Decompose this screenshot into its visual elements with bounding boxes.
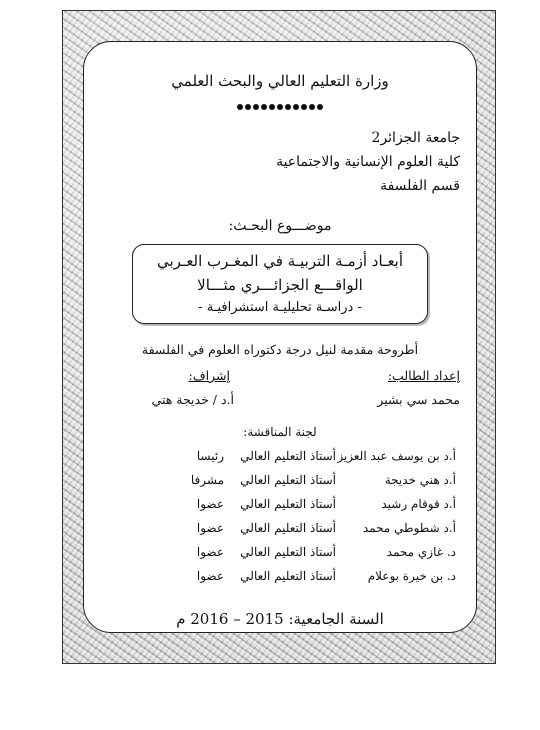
faculty-name: كلية العلوم الإنسانية والاجتماعية <box>276 154 460 170</box>
member-role: عضوا <box>196 545 224 559</box>
member-name: أ.د هني خديجة <box>384 473 456 487</box>
decorative-dots <box>84 102 476 112</box>
supervisor-label: إشراف: <box>188 368 230 383</box>
dot-icon <box>237 104 243 110</box>
member-rank: أستاذ التعليم العالي <box>240 497 336 511</box>
ministry-name: وزارة التعليم العالي والبحث العلمي <box>171 72 389 90</box>
dot-icon <box>277 104 283 110</box>
member-role: عضوا <box>196 569 224 583</box>
member-rank: أستاذ التعليم العالي <box>240 473 336 487</box>
dot-icon <box>317 104 323 110</box>
thesis-title-box <box>132 244 428 324</box>
member-name: د. غازي محمد <box>386 545 456 559</box>
dot-icon <box>293 104 299 110</box>
member-rank: أستاذ التعليم العالي <box>240 449 336 463</box>
dot-icon <box>269 104 275 110</box>
member-name: د. بن خيرة بوعلام <box>367 569 456 583</box>
member-role: عضوا <box>196 521 224 535</box>
title-line-2: الواقـــع الجزائـــري مثـــالا <box>197 276 363 294</box>
committee-row <box>104 545 456 567</box>
committee-title: لجنة المناقشة: <box>243 425 317 439</box>
member-name: أ.د قوقام رشيد <box>381 497 456 511</box>
department-name: قسم الفلسفة <box>380 178 460 194</box>
dot-icon <box>245 104 251 110</box>
member-name: أ.د بن يوسف عبد العزيز <box>337 449 456 463</box>
committee-row <box>104 569 456 591</box>
title-line-3: - دراسـة تحليليـة استشرافيـة - <box>198 300 362 315</box>
supervisor-name: أ.د / خديجة هتي <box>151 392 234 407</box>
member-rank: أستاذ التعليم العالي <box>240 521 336 535</box>
dot-icon <box>261 104 267 110</box>
thesis-note: أطروحة مقدمة لنيل درجة دكتوراه العلوم في الفلسفة <box>141 342 419 357</box>
member-role: رئيسا <box>196 449 224 463</box>
dot-icon <box>285 104 291 110</box>
university-name: جامعة الجزائر2 <box>371 130 460 146</box>
cover-page <box>83 41 477 633</box>
committee-row <box>104 473 456 495</box>
committee-row <box>104 497 456 519</box>
member-rank: أستاذ التعليم العالي <box>240 569 336 583</box>
institution-block <box>276 126 460 198</box>
academic-year: السنة الجامعية: 2015 – 2016 م <box>176 610 384 628</box>
member-role: مشرفا <box>190 473 224 487</box>
student-label: إعداد الطالب: <box>387 368 460 383</box>
committee-row <box>104 521 456 543</box>
member-role: عضوا <box>196 497 224 511</box>
student-name: محمد سي بشير <box>377 392 460 407</box>
member-rank: أستاذ التعليم العالي <box>240 545 336 559</box>
dot-icon <box>301 104 307 110</box>
marble-border-frame <box>62 10 496 664</box>
dot-icon <box>309 104 315 110</box>
member-name: أ.د شطوطي محمد <box>362 521 456 535</box>
committee-row <box>104 449 456 471</box>
dot-icon <box>253 104 259 110</box>
title-line-1: أبعـاد أزمـة التربيـة في المغـرب العـربي <box>156 252 404 270</box>
topic-label: موضـــوع البحـث: <box>228 218 332 234</box>
